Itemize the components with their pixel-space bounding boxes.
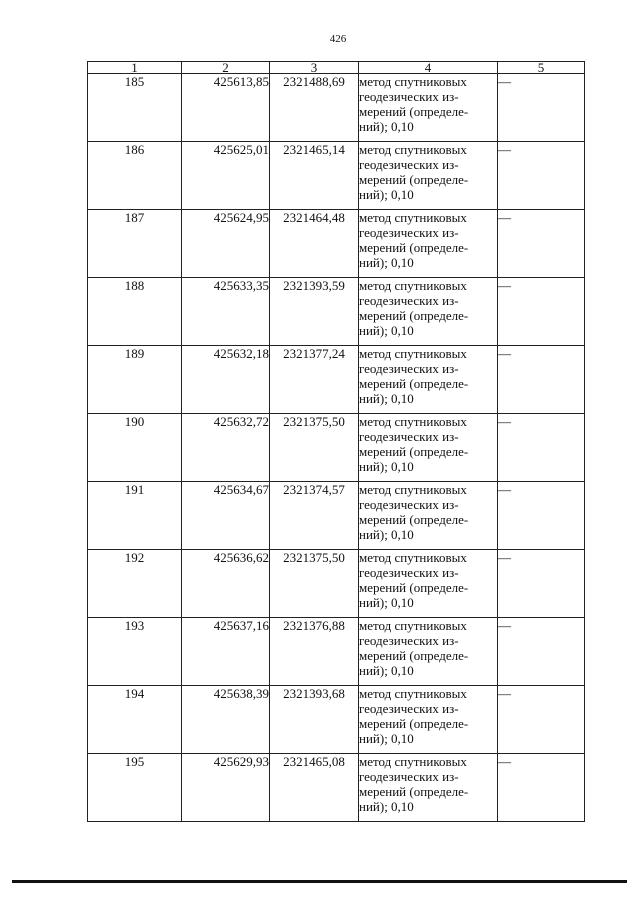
method-line: метод спутниковых (359, 210, 467, 225)
method-line: мерений (определе- (359, 512, 469, 527)
method-cell (359, 686, 498, 754)
table-header (88, 62, 585, 74)
point-number: 186 (88, 142, 182, 210)
method-cell (359, 618, 498, 686)
coordinate-y: 2321464,48 (270, 210, 359, 278)
point-number: 190 (88, 414, 182, 482)
point-number: 192 (88, 550, 182, 618)
note-cell: — (498, 686, 585, 754)
table-row (88, 142, 585, 210)
note-cell: — (498, 414, 585, 482)
point-number: 188 (88, 278, 182, 346)
method-line: ний); 0,10 (359, 187, 414, 202)
method-line: геодезических из- (359, 429, 459, 444)
method-line: геодезических из- (359, 497, 459, 512)
method-line: геодезических из- (359, 293, 459, 308)
coordinate-y: 2321393,68 (270, 686, 359, 754)
method-line: ний); 0,10 (359, 527, 414, 542)
coordinate-y: 2321374,57 (270, 482, 359, 550)
method-line: мерений (определе- (359, 716, 469, 731)
coordinate-x: 425634,67 (182, 482, 270, 550)
method-line: ний); 0,10 (359, 595, 414, 610)
method-cell (359, 210, 498, 278)
method-line: ний); 0,10 (359, 255, 414, 270)
point-number: 185 (88, 74, 182, 142)
method-line: метод спутниковых (359, 142, 467, 157)
method-line: метод спутниковых (359, 686, 467, 701)
point-number: 194 (88, 686, 182, 754)
bottom-rule (12, 880, 627, 883)
method-line: ний); 0,10 (359, 459, 414, 474)
table-row (88, 550, 585, 618)
table-row (88, 346, 585, 414)
table-row (88, 754, 585, 822)
coordinate-y: 2321465,08 (270, 754, 359, 822)
coordinate-y: 2321377,24 (270, 346, 359, 414)
coordinate-y: 2321376,88 (270, 618, 359, 686)
coordinate-x: 425629,93 (182, 754, 270, 822)
note-cell: — (498, 550, 585, 618)
method-line: метод спутниковых (359, 550, 467, 565)
point-number: 189 (88, 346, 182, 414)
method-line: мерений (определе- (359, 104, 469, 119)
header-row (88, 62, 585, 74)
method-line: ний); 0,10 (359, 731, 414, 746)
table-row (88, 618, 585, 686)
method-line: мерений (определе- (359, 648, 469, 663)
method-cell (359, 142, 498, 210)
header-cell-1: 1 (88, 62, 182, 74)
coordinate-x: 425633,35 (182, 278, 270, 346)
method-line: мерений (определе- (359, 444, 469, 459)
coordinate-x: 425624,95 (182, 210, 270, 278)
method-line: мерений (определе- (359, 240, 469, 255)
method-line: метод спутниковых (359, 278, 467, 293)
table-body (88, 74, 585, 822)
note-cell: — (498, 346, 585, 414)
point-number: 191 (88, 482, 182, 550)
note-cell: — (498, 618, 585, 686)
method-line: ний); 0,10 (359, 323, 414, 338)
method-line: мерений (определе- (359, 376, 469, 391)
coordinate-y: 2321465,14 (270, 142, 359, 210)
method-line: геодезических из- (359, 89, 459, 104)
table-row (88, 482, 585, 550)
method-line: геодезических из- (359, 769, 459, 784)
method-cell (359, 74, 498, 142)
method-line: геодезических из- (359, 157, 459, 172)
table-row (88, 278, 585, 346)
method-line: метод спутниковых (359, 346, 467, 361)
note-cell: — (498, 482, 585, 550)
coordinate-x: 425637,16 (182, 618, 270, 686)
coordinate-y: 2321375,50 (270, 550, 359, 618)
table-row (88, 210, 585, 278)
method-line: метод спутниковых (359, 618, 467, 633)
method-line: ний); 0,10 (359, 119, 414, 134)
point-number: 195 (88, 754, 182, 822)
coordinate-x: 425636,62 (182, 550, 270, 618)
coordinate-x: 425613,85 (182, 74, 270, 142)
coordinate-y: 2321488,69 (270, 74, 359, 142)
header-cell-4: 4 (359, 62, 498, 74)
point-number: 193 (88, 618, 182, 686)
coordinate-y: 2321393,59 (270, 278, 359, 346)
header-cell-3: 3 (270, 62, 359, 74)
note-cell: — (498, 74, 585, 142)
header-cell-2: 2 (182, 62, 270, 74)
method-cell (359, 346, 498, 414)
method-line: геодезических из- (359, 565, 459, 580)
method-cell (359, 278, 498, 346)
method-cell (359, 414, 498, 482)
method-line: геодезических из- (359, 701, 459, 716)
method-line: ний); 0,10 (359, 799, 414, 814)
header-cell-5: 5 (498, 62, 585, 74)
note-cell: — (498, 278, 585, 346)
coordinate-x: 425632,72 (182, 414, 270, 482)
method-line: геодезических из- (359, 633, 459, 648)
method-line: метод спутниковых (359, 482, 467, 497)
method-cell (359, 550, 498, 618)
page-number: 426 (329, 33, 347, 45)
table-row (88, 686, 585, 754)
method-cell (359, 482, 498, 550)
coordinate-x: 425632,18 (182, 346, 270, 414)
method-line: метод спутниковых (359, 754, 467, 769)
table-row (88, 74, 585, 142)
method-line: ний); 0,10 (359, 663, 414, 678)
point-number: 187 (88, 210, 182, 278)
method-line: мерений (определе- (359, 172, 469, 187)
note-cell: — (498, 210, 585, 278)
method-line: ний); 0,10 (359, 391, 414, 406)
note-cell: — (498, 754, 585, 822)
method-cell (359, 754, 498, 822)
method-line: мерений (определе- (359, 784, 469, 799)
method-line: геодезических из- (359, 361, 459, 376)
method-line: метод спутниковых (359, 74, 467, 89)
table-row (88, 414, 585, 482)
method-line: геодезических из- (359, 225, 459, 240)
method-line: мерений (определе- (359, 580, 469, 595)
method-line: метод спутниковых (359, 414, 467, 429)
note-cell: — (498, 142, 585, 210)
coordinate-x: 425638,39 (182, 686, 270, 754)
coordinates-table (87, 61, 585, 822)
coordinate-x: 425625,01 (182, 142, 270, 210)
coordinate-y: 2321375,50 (270, 414, 359, 482)
method-line: мерений (определе- (359, 308, 469, 323)
